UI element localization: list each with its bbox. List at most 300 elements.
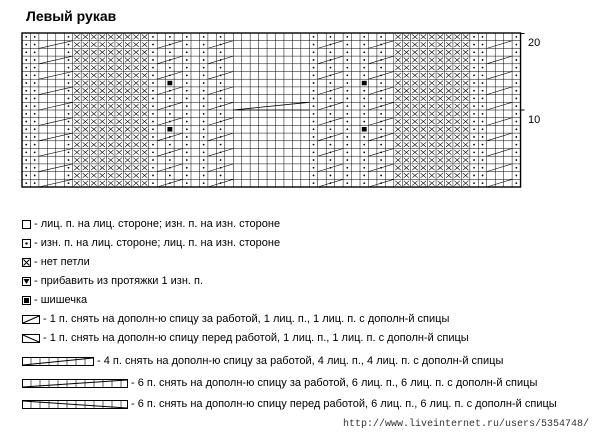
legend-item-bobble xyxy=(22,292,87,308)
purl-dot xyxy=(380,128,382,130)
purl-dot xyxy=(220,36,222,38)
purl-dot xyxy=(482,44,484,46)
purl-dot xyxy=(482,128,484,130)
purl-dot xyxy=(186,98,188,100)
purl-dot xyxy=(346,159,348,161)
legend-item-cable-8-back xyxy=(22,353,503,369)
purl-dot xyxy=(473,175,475,177)
purl-dot xyxy=(473,51,475,53)
purl-dot xyxy=(68,105,70,107)
purl-dot xyxy=(25,151,27,153)
purl-dot xyxy=(363,90,365,92)
purl-dot xyxy=(34,59,36,61)
purl-dot xyxy=(330,128,332,130)
purl-dot xyxy=(482,175,484,177)
cable-12-back-icon xyxy=(22,379,128,388)
purl-dot xyxy=(34,90,36,92)
purl-dot xyxy=(380,82,382,84)
purl-dot xyxy=(346,121,348,123)
purl-dot xyxy=(152,151,154,153)
purl-dot xyxy=(346,90,348,92)
purl-dot xyxy=(363,105,365,107)
purl-dot xyxy=(68,128,70,130)
purl-dot xyxy=(186,36,188,38)
purl-dot xyxy=(346,51,348,53)
purl-dot xyxy=(330,98,332,100)
purl-dot xyxy=(313,167,315,169)
purl-dot xyxy=(482,182,484,184)
purl-dot xyxy=(68,51,70,53)
purl-dot xyxy=(152,51,154,53)
purl-dot xyxy=(515,98,517,100)
cable-2-front-icon xyxy=(22,334,40,343)
purl-dot xyxy=(330,144,332,146)
purl-dot xyxy=(363,51,365,53)
watermark-url: http://www.liveinternet.ru/users/5354748/ xyxy=(343,419,590,430)
purl-dot xyxy=(203,82,205,84)
purl-dot xyxy=(515,113,517,115)
purl-dot xyxy=(482,74,484,76)
purl-dot xyxy=(186,167,188,169)
purl-dot xyxy=(152,182,154,184)
purl-dot xyxy=(68,67,70,69)
cable-12-front-icon xyxy=(22,400,128,409)
purl-dot xyxy=(152,113,154,115)
purl-dot xyxy=(380,98,382,100)
legend-item-cable-2-front xyxy=(22,330,469,346)
purl-dot xyxy=(68,167,70,169)
purl-dot xyxy=(330,113,332,115)
purl-dot xyxy=(313,128,315,130)
purl-dot xyxy=(482,151,484,153)
purl-dot xyxy=(380,51,382,53)
purl-dot xyxy=(203,90,205,92)
legend-item-cable-12-front xyxy=(22,396,557,412)
purl-dot xyxy=(152,159,154,161)
purl-dot xyxy=(169,67,171,69)
purl-dot xyxy=(68,90,70,92)
purl-dot xyxy=(346,59,348,61)
purl-dot xyxy=(68,175,70,177)
purl-dot xyxy=(515,167,517,169)
purl-dot xyxy=(34,113,36,115)
purl-dot xyxy=(203,182,205,184)
purl-dot xyxy=(473,36,475,38)
purl-dot xyxy=(169,36,171,38)
purl-dot xyxy=(313,182,315,184)
purl-dot xyxy=(346,144,348,146)
purl-dot xyxy=(186,144,188,146)
purl-dot xyxy=(482,59,484,61)
purl-dot xyxy=(152,67,154,69)
purl-dot xyxy=(330,36,332,38)
purl-dot xyxy=(313,59,315,61)
purl-dot xyxy=(515,59,517,61)
purl-dot xyxy=(152,90,154,92)
purl-dot xyxy=(34,51,36,53)
purl-dot xyxy=(203,67,205,69)
purl-dot xyxy=(203,159,205,161)
purl-dot xyxy=(25,36,27,38)
legend-text: - лиц. п. на лиц. стороне; изн. п. на изн. стороне xyxy=(34,218,281,230)
purl-dot xyxy=(346,113,348,115)
purl-dot xyxy=(186,182,188,184)
legend-text: - 1 п. снять на дополн-ю спицу перед работой, 1 лиц. п., 1 лиц. п. с дополн-й спицы xyxy=(43,332,469,344)
purl-dot xyxy=(515,182,517,184)
purl-dot xyxy=(34,105,36,107)
filled-square-icon xyxy=(22,296,31,305)
purl-dot xyxy=(515,67,517,69)
purl-dot xyxy=(482,82,484,84)
purl-dot xyxy=(220,113,222,115)
cable-2-back-icon xyxy=(22,315,40,324)
legend-text: - 4 п. снять на дополн-ю спицу за работой, 4 лиц. п., 4 лиц. п. с дополн-й спицы xyxy=(97,355,504,367)
purl-dot xyxy=(482,167,484,169)
purl-dot xyxy=(473,82,475,84)
purl-dot xyxy=(473,67,475,69)
purl-dot xyxy=(25,105,27,107)
purl-dot xyxy=(25,136,27,138)
purl-dot xyxy=(25,113,27,115)
purl-dot xyxy=(152,144,154,146)
purl-dot xyxy=(363,113,365,115)
purl-dot xyxy=(363,98,365,100)
purl-dot xyxy=(152,121,154,123)
purl-dot xyxy=(220,175,222,177)
purl-dot xyxy=(68,36,70,38)
purl-dot xyxy=(68,59,70,61)
purl-dot xyxy=(482,90,484,92)
purl-dot xyxy=(152,82,154,84)
purl-dot xyxy=(34,159,36,161)
purl-dot xyxy=(203,36,205,38)
purl-dot xyxy=(473,113,475,115)
purl-dot xyxy=(363,74,365,76)
purl-dot xyxy=(363,159,365,161)
purl-dot xyxy=(363,44,365,46)
dot-square-icon xyxy=(22,239,31,248)
purl-dot xyxy=(330,51,332,53)
purl-dot xyxy=(363,167,365,169)
purl-dot xyxy=(363,175,365,177)
purl-dot xyxy=(313,67,315,69)
purl-dot xyxy=(169,98,171,100)
empty-square-icon xyxy=(22,220,31,229)
purl-dot xyxy=(34,67,36,69)
bobble-mark xyxy=(362,127,367,132)
purl-dot xyxy=(25,98,27,100)
purl-dot xyxy=(473,159,475,161)
purl-dot xyxy=(220,98,222,100)
purl-dot xyxy=(25,167,27,169)
purl-dot xyxy=(473,182,475,184)
purl-dot xyxy=(152,167,154,169)
purl-dot xyxy=(473,167,475,169)
purl-dot xyxy=(380,159,382,161)
purl-dot xyxy=(25,175,27,177)
purl-dot xyxy=(186,74,188,76)
purl-dot xyxy=(186,128,188,130)
purl-dot xyxy=(25,182,27,184)
triangle-square-icon xyxy=(22,277,31,286)
purl-dot xyxy=(330,82,332,84)
purl-dot xyxy=(220,82,222,84)
purl-dot xyxy=(68,74,70,76)
purl-dot xyxy=(346,175,348,177)
purl-dot xyxy=(25,67,27,69)
purl-dot xyxy=(203,151,205,153)
x-square-icon xyxy=(22,258,31,267)
purl-dot xyxy=(68,144,70,146)
purl-dot xyxy=(313,113,315,115)
purl-dot xyxy=(186,51,188,53)
purl-dot xyxy=(34,136,36,138)
purl-dot xyxy=(363,121,365,123)
purl-dot xyxy=(515,74,517,76)
purl-dot xyxy=(203,113,205,115)
purl-dot xyxy=(363,136,365,138)
purl-dot xyxy=(482,159,484,161)
bobble-mark xyxy=(167,81,172,86)
legend-item-cable-12-back xyxy=(22,375,537,391)
purl-dot xyxy=(482,121,484,123)
purl-dot xyxy=(313,151,315,153)
purl-dot xyxy=(25,74,27,76)
purl-dot xyxy=(203,44,205,46)
purl-dot xyxy=(220,51,222,53)
purl-dot xyxy=(220,67,222,69)
purl-dot xyxy=(482,98,484,100)
purl-dot xyxy=(330,159,332,161)
purl-dot xyxy=(25,159,27,161)
purl-dot xyxy=(169,51,171,53)
purl-dot xyxy=(68,159,70,161)
cable-8-back-icon xyxy=(22,357,94,366)
purl-dot xyxy=(203,121,205,123)
purl-dot xyxy=(346,182,348,184)
legend-text: - изн. п. на лиц. стороне; лиц. п. на изн. стороне xyxy=(34,237,281,249)
purl-dot xyxy=(220,159,222,161)
legend-item-knit xyxy=(22,216,280,232)
purl-dot xyxy=(515,105,517,107)
chart-title: Левый рукав xyxy=(26,8,117,24)
purl-dot xyxy=(34,121,36,123)
purl-dot xyxy=(515,175,517,177)
purl-dot xyxy=(203,98,205,100)
purl-dot xyxy=(473,121,475,123)
purl-dot xyxy=(313,121,315,123)
purl-dot xyxy=(34,175,36,177)
purl-dot xyxy=(169,159,171,161)
row-label-20: 20 xyxy=(528,37,541,49)
purl-dot xyxy=(203,167,205,169)
purl-dot xyxy=(473,59,475,61)
purl-dot xyxy=(186,105,188,107)
purl-dot xyxy=(25,128,27,130)
purl-dot xyxy=(346,128,348,130)
purl-dot xyxy=(473,44,475,46)
purl-dot xyxy=(68,98,70,100)
purl-dot xyxy=(203,51,205,53)
purl-dot xyxy=(473,90,475,92)
purl-dot xyxy=(380,36,382,38)
purl-dot xyxy=(313,51,315,53)
purl-dot xyxy=(515,128,517,130)
purl-dot xyxy=(186,113,188,115)
purl-dot xyxy=(515,159,517,161)
legend-text: - шишечка xyxy=(34,294,88,306)
purl-dot xyxy=(313,90,315,92)
purl-dot xyxy=(34,182,36,184)
purl-dot xyxy=(152,44,154,46)
purl-dot xyxy=(152,59,154,61)
purl-dot xyxy=(515,144,517,146)
purl-dot xyxy=(313,144,315,146)
purl-dot xyxy=(363,151,365,153)
purl-dot xyxy=(152,136,154,138)
purl-dot xyxy=(313,175,315,177)
legend-text: - прибавить из протяжки 1 изн. п. xyxy=(34,275,204,287)
purl-dot xyxy=(346,136,348,138)
purl-dot xyxy=(473,144,475,146)
purl-dot xyxy=(203,144,205,146)
purl-dot xyxy=(34,151,36,153)
purl-dot xyxy=(482,51,484,53)
purl-dot xyxy=(330,175,332,177)
legend-item-increase xyxy=(22,273,203,289)
purl-dot xyxy=(515,151,517,153)
purl-dot xyxy=(482,105,484,107)
purl-dot xyxy=(186,121,188,123)
purl-dot xyxy=(34,82,36,84)
purl-dot xyxy=(25,82,27,84)
purl-dot xyxy=(363,182,365,184)
purl-dot xyxy=(186,90,188,92)
purl-dot xyxy=(25,51,27,53)
purl-dot xyxy=(203,128,205,130)
purl-dot xyxy=(346,36,348,38)
purl-dot xyxy=(346,74,348,76)
purl-dot xyxy=(515,82,517,84)
purl-dot xyxy=(203,175,205,177)
purl-dot xyxy=(380,113,382,115)
purl-dot xyxy=(68,182,70,184)
purl-dot xyxy=(313,82,315,84)
purl-dot xyxy=(313,105,315,107)
knitting-chart xyxy=(0,0,599,200)
bobble-mark xyxy=(167,127,172,132)
purl-dot xyxy=(25,90,27,92)
purl-dot xyxy=(34,167,36,169)
purl-dot xyxy=(346,82,348,84)
purl-dot xyxy=(515,51,517,53)
purl-dot xyxy=(25,59,27,61)
purl-dot xyxy=(186,59,188,61)
purl-dot xyxy=(380,175,382,177)
legend-text: - нет петли xyxy=(34,256,90,268)
purl-dot xyxy=(203,74,205,76)
purl-dot xyxy=(34,36,36,38)
purl-dot xyxy=(25,121,27,123)
purl-dot xyxy=(203,59,205,61)
purl-dot xyxy=(482,144,484,146)
purl-dot xyxy=(220,144,222,146)
purl-dot xyxy=(34,98,36,100)
purl-dot xyxy=(68,82,70,84)
purl-dot xyxy=(346,98,348,100)
purl-dot xyxy=(25,144,27,146)
purl-dot xyxy=(473,151,475,153)
purl-dot xyxy=(152,74,154,76)
purl-dot xyxy=(473,74,475,76)
purl-dot xyxy=(220,128,222,130)
purl-dot xyxy=(363,144,365,146)
purl-dot xyxy=(203,105,205,107)
row-label-10: 10 xyxy=(528,114,541,126)
purl-dot xyxy=(186,136,188,138)
purl-dot xyxy=(68,113,70,115)
purl-dot xyxy=(152,175,154,177)
purl-dot xyxy=(482,113,484,115)
purl-dot xyxy=(346,167,348,169)
purl-dot xyxy=(515,90,517,92)
purl-dot xyxy=(515,36,517,38)
purl-dot xyxy=(482,136,484,138)
purl-dot xyxy=(152,98,154,100)
purl-dot xyxy=(473,136,475,138)
purl-dot xyxy=(380,144,382,146)
purl-dot xyxy=(346,105,348,107)
purl-dot xyxy=(473,105,475,107)
purl-dot xyxy=(34,44,36,46)
purl-dot xyxy=(152,36,154,38)
purl-dot xyxy=(34,74,36,76)
purl-dot xyxy=(313,159,315,161)
purl-dot xyxy=(313,44,315,46)
purl-dot xyxy=(68,121,70,123)
purl-dot xyxy=(313,36,315,38)
purl-dot xyxy=(68,136,70,138)
legend-text: - 6 п. снять на дополн-ю спицу за работой, 6 лиц. п., 6 лиц. п. с дополн-й спицы xyxy=(131,377,538,389)
legend-item-no-stitch xyxy=(22,254,90,270)
purl-dot xyxy=(473,98,475,100)
purl-dot xyxy=(152,128,154,130)
purl-dot xyxy=(473,128,475,130)
purl-dot xyxy=(380,67,382,69)
purl-dot xyxy=(169,144,171,146)
purl-dot xyxy=(68,151,70,153)
purl-dot xyxy=(34,128,36,130)
legend-text: - 1 п. снять на дополн-ю спицу за работой, 1 лиц. п., 1 лиц. п. с дополн-й спицы xyxy=(43,313,450,325)
purl-dot xyxy=(34,144,36,146)
purl-dot xyxy=(186,175,188,177)
purl-dot xyxy=(363,59,365,61)
purl-dot xyxy=(169,175,171,177)
purl-dot xyxy=(152,105,154,107)
purl-dot xyxy=(186,159,188,161)
purl-dot xyxy=(346,151,348,153)
purl-dot xyxy=(482,36,484,38)
purl-dot xyxy=(515,136,517,138)
purl-dot xyxy=(330,67,332,69)
purl-dot xyxy=(313,74,315,76)
legend-item-cable-2-back xyxy=(22,311,449,327)
purl-dot xyxy=(186,82,188,84)
purl-dot xyxy=(363,36,365,38)
purl-dot xyxy=(515,44,517,46)
purl-dot xyxy=(346,44,348,46)
purl-dot xyxy=(186,67,188,69)
